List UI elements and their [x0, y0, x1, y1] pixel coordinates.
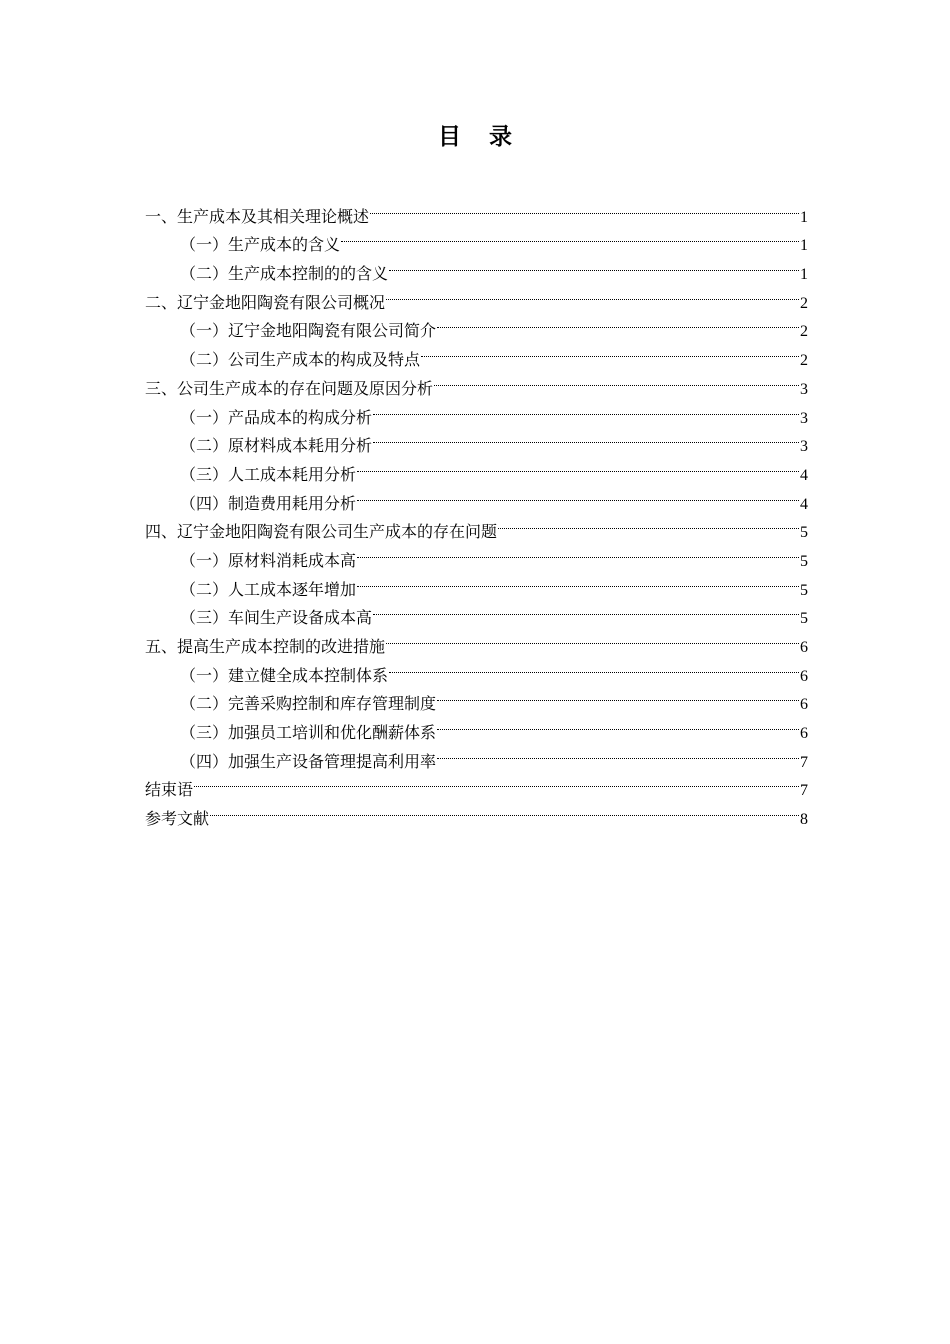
- toc-entry-label: 参考文献: [145, 809, 210, 829]
- toc-dot-leader: [357, 480, 799, 509]
- toc-entry-label: （二）人工成本逐年增加: [180, 579, 357, 599]
- toc-entry[interactable]: [145, 795, 808, 829]
- toc-dot-leader: [370, 193, 799, 222]
- toc-dot-leader: [437, 738, 799, 767]
- toc-page-number: 1: [800, 266, 808, 284]
- toc-page-number: 6: [800, 696, 808, 714]
- toc-page-number: 4: [800, 495, 808, 513]
- toc-page-number: 1: [800, 237, 808, 255]
- toc-dot-leader: [373, 394, 799, 423]
- toc-dot-leader: [357, 537, 799, 566]
- toc-entry-label: （三）车间生产设备成本高: [180, 608, 373, 628]
- toc-entry-label: （二）原材料成本耗用分析: [180, 436, 373, 456]
- toc-dot-leader: [194, 767, 799, 796]
- toc-entry-label: （一）生产成本的含义: [180, 235, 341, 255]
- toc-entry-label: 四、辽宁金地阳陶瓷有限公司生产成本的存在问题: [145, 522, 498, 542]
- toc-dot-leader: [498, 509, 799, 538]
- toc-entry-label: （四）加强生产设备管理提高利用率: [180, 751, 437, 771]
- toc-page-number: 2: [800, 352, 808, 370]
- toc-dot-leader: [386, 279, 799, 308]
- toc-entry-label: （一）辽宁金地阳陶瓷有限公司简介: [180, 321, 437, 341]
- toc-entry-label: （四）制造费用耗用分析: [180, 493, 357, 513]
- toc-entry-label: （三）人工成本耗用分析: [180, 464, 357, 484]
- table-of-contents: [145, 193, 808, 829]
- toc-page-number: 6: [800, 725, 808, 743]
- toc-entry-label: 一、生产成本及其相关理论概述: [145, 206, 370, 226]
- toc-entry-label: （一）原材料消耗成本高: [180, 550, 357, 570]
- toc-entry-label: （二）生产成本控制的的含义: [180, 264, 389, 284]
- toc-page-number: 1: [800, 208, 808, 226]
- toc-dot-leader: [373, 595, 799, 624]
- toc-dot-leader: [357, 451, 799, 480]
- toc-entry[interactable]: [145, 193, 808, 226]
- toc-entry-label: （一）产品成本的构成分析: [180, 407, 373, 427]
- toc-entry-label: 二、辽宁金地阳陶瓷有限公司概况: [145, 292, 386, 312]
- toc-page-number: 5: [800, 581, 808, 599]
- toc-entry[interactable]: [145, 767, 808, 800]
- toc-dot-leader: [389, 652, 799, 681]
- toc-entry-label: （一）建立健全成本控制体系: [180, 665, 389, 685]
- toc-dot-leader: [389, 250, 799, 279]
- toc-page-number: 7: [800, 753, 808, 771]
- toc-page-number: 3: [800, 409, 808, 427]
- toc-entry-label: （二）公司生产成本的构成及特点: [180, 350, 421, 370]
- toc-entry-label: （三）加强员工培训和优化酬薪体系: [180, 723, 437, 743]
- toc-dot-leader: [421, 336, 799, 365]
- toc-page-number: 7: [800, 782, 808, 800]
- toc-dot-leader: [386, 623, 799, 652]
- toc-entry-label: （二）完善采购控制和库存管理制度: [180, 694, 437, 714]
- toc-page-number: 8: [800, 811, 808, 829]
- toc-page-number: 2: [800, 323, 808, 341]
- toc-entry-label: 五、提高生产成本控制的改进措施: [145, 637, 386, 656]
- toc-page-number: 4: [800, 466, 808, 484]
- toc-entry-label: 三、公司生产成本的存在问题及原因分析: [145, 378, 434, 398]
- toc-page-number: 3: [800, 438, 808, 456]
- toc-page-number: 6: [800, 639, 808, 656]
- toc-page-number: 5: [800, 610, 808, 628]
- toc-dot-leader: [437, 308, 799, 337]
- toc-dot-leader: [434, 365, 799, 394]
- toc-page-number: 6: [800, 667, 808, 685]
- toc-dot-leader: [357, 566, 799, 595]
- toc-dot-leader: [437, 681, 799, 710]
- toc-entry-label: 结束语: [145, 780, 194, 800]
- toc-page-number: 2: [800, 294, 808, 312]
- toc-page-number: 3: [800, 380, 808, 398]
- toc-page-number: 5: [800, 552, 808, 570]
- toc-page-number: 5: [800, 524, 808, 542]
- page-title: 目录: [438, 123, 540, 150]
- toc-dot-leader: [210, 795, 799, 824]
- toc-dot-leader: [373, 423, 799, 452]
- toc-dot-leader: [437, 709, 799, 738]
- toc-dot-leader: [341, 222, 799, 251]
